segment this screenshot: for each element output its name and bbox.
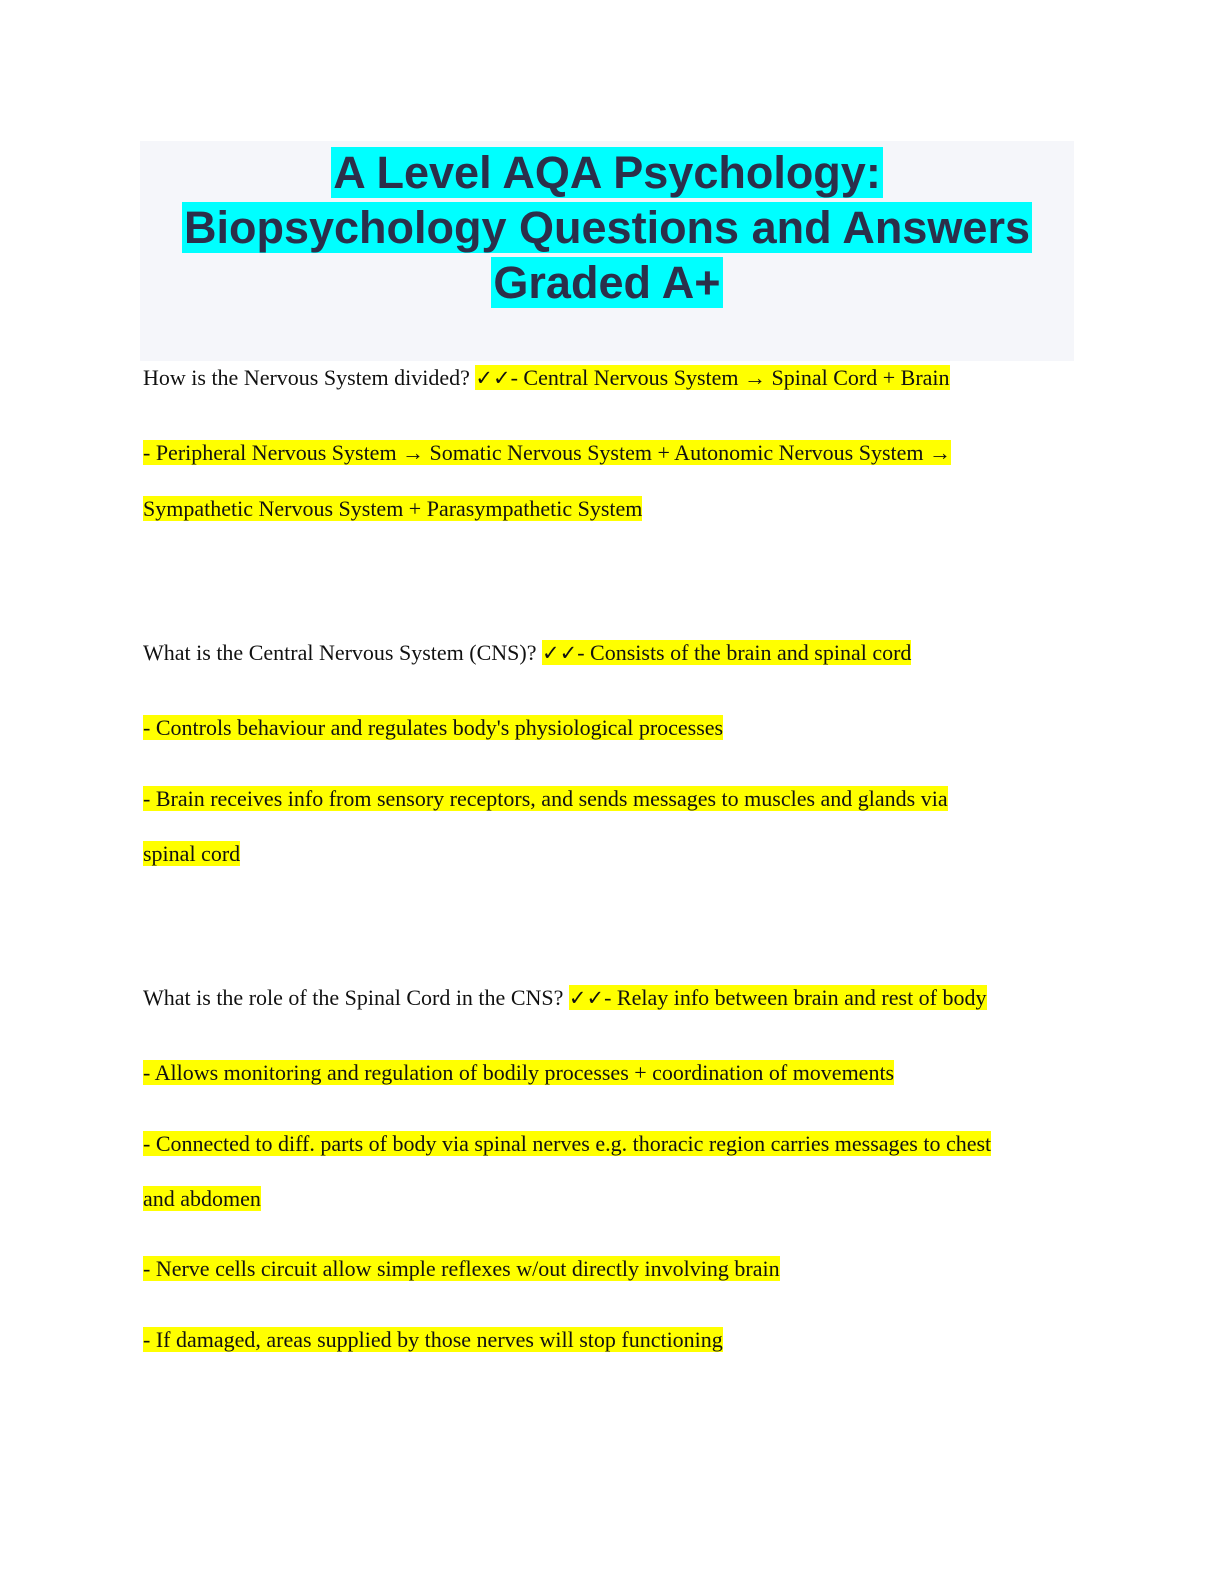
title-line-3: Graded A+ — [493, 257, 721, 308]
check-mark-icon: ✓✓ — [568, 986, 605, 1010]
answer-highlight: ✓✓- Central Nervous System → Spinal Cord + Brain — [475, 365, 950, 390]
check-mark-icon: ✓✓ — [542, 641, 578, 665]
question-3 — [143, 982, 987, 1014]
question-text: How is the Nervous System divided? — [143, 365, 470, 390]
answer-highlight: ✓✓- Consists of the brain and spinal cord — [542, 640, 912, 665]
answer-line: - If damaged, areas supplied by those nerves will stop functioning — [143, 1327, 723, 1352]
answer-line: - Controls behaviour and regulates body's physiological processes — [143, 715, 724, 740]
check-mark-icon: ✓✓ — [475, 366, 511, 390]
answer-line: - Allows monitoring and regulation of bodily processes + coordination of movements — [143, 1060, 895, 1085]
question-text: What is the Central Nervous System (CNS)? — [143, 640, 537, 665]
title-box — [140, 141, 1074, 361]
answer-line: - Nerve cells circuit allow simple reflexes w/out directly involving brain — [143, 1256, 780, 1281]
title-line-2: Biopsychology Questions and Answers — [184, 202, 1030, 253]
answer-line: - Brain receives info from sensory receptors, and sends messages to muscles and glands via — [143, 786, 948, 811]
answer-line: - Connected to diff. parts of body via spinal nerves e.g. thoracic region carries messages to chest — [143, 1131, 992, 1156]
answer-line: and abdomen — [143, 1186, 261, 1211]
question-2 — [143, 637, 911, 669]
answer-line: spinal cord — [143, 841, 241, 866]
answer-line: - Peripheral Nervous System → Somatic Nervous System + Autonomic Nervous System → — [143, 440, 951, 465]
answer-line: Sympathetic Nervous System + Parasympathetic System — [143, 496, 643, 521]
question-text: What is the role of the Spinal Cord in the CNS? — [143, 985, 564, 1010]
answer-highlight: ✓✓- Relay info between brain and rest of body — [568, 985, 987, 1010]
title-line-1: A Level AQA Psychology: — [333, 147, 881, 198]
question-1 — [143, 362, 950, 394]
